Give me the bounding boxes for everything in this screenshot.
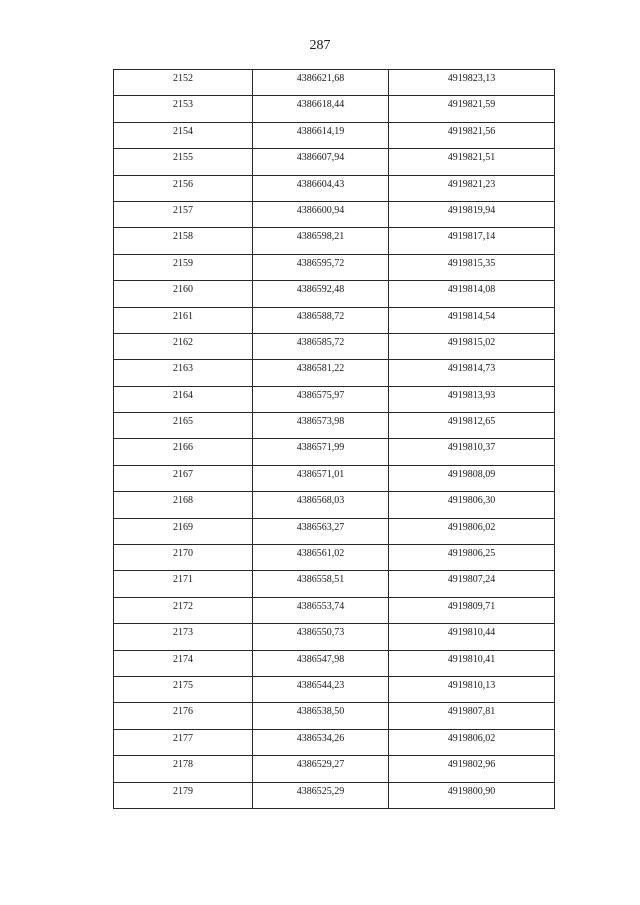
point-number-cell: 2169 bbox=[114, 518, 253, 544]
point-number-cell: 2167 bbox=[114, 465, 253, 491]
y-coordinate-cell: 4919807,24 bbox=[389, 571, 555, 597]
x-coordinate-cell: 4386558,51 bbox=[253, 571, 389, 597]
point-number-cell: 2170 bbox=[114, 545, 253, 571]
y-coordinate-cell: 4919806,30 bbox=[389, 492, 555, 518]
x-coordinate-cell: 4386592,48 bbox=[253, 281, 389, 307]
point-number-cell: 2152 bbox=[114, 70, 253, 96]
x-coordinate-cell: 4386600,94 bbox=[253, 201, 389, 227]
y-coordinate-cell: 4919815,35 bbox=[389, 254, 555, 280]
point-number-cell: 2161 bbox=[114, 307, 253, 333]
point-number-cell: 2177 bbox=[114, 729, 253, 755]
table-row bbox=[114, 571, 555, 597]
point-number-cell: 2164 bbox=[114, 386, 253, 412]
table-row bbox=[114, 729, 555, 755]
point-number-cell: 2160 bbox=[114, 281, 253, 307]
coordinates-table-body bbox=[114, 70, 555, 809]
table-row bbox=[114, 201, 555, 227]
point-number-cell: 2179 bbox=[114, 782, 253, 808]
table-row bbox=[114, 96, 555, 122]
point-number-cell: 2171 bbox=[114, 571, 253, 597]
y-coordinate-cell: 4919808,09 bbox=[389, 465, 555, 491]
x-coordinate-cell: 4386571,01 bbox=[253, 465, 389, 491]
table-row bbox=[114, 307, 555, 333]
y-coordinate-cell: 4919819,94 bbox=[389, 201, 555, 227]
table-row bbox=[114, 703, 555, 729]
table-row bbox=[114, 492, 555, 518]
y-coordinate-cell: 4919810,13 bbox=[389, 676, 555, 702]
point-number-cell: 2175 bbox=[114, 676, 253, 702]
x-coordinate-cell: 4386607,94 bbox=[253, 149, 389, 175]
table-row bbox=[114, 624, 555, 650]
table-row bbox=[114, 545, 555, 571]
table-row bbox=[114, 70, 555, 96]
y-coordinate-cell: 4919800,90 bbox=[389, 782, 555, 808]
x-coordinate-cell: 4386595,72 bbox=[253, 254, 389, 280]
x-coordinate-cell: 4386563,27 bbox=[253, 518, 389, 544]
point-number-cell: 2178 bbox=[114, 756, 253, 782]
point-number-cell: 2156 bbox=[114, 175, 253, 201]
y-coordinate-cell: 4919806,02 bbox=[389, 729, 555, 755]
table-row bbox=[114, 175, 555, 201]
x-coordinate-cell: 4386534,26 bbox=[253, 729, 389, 755]
table-row bbox=[114, 386, 555, 412]
y-coordinate-cell: 4919802,96 bbox=[389, 756, 555, 782]
y-coordinate-cell: 4919814,54 bbox=[389, 307, 555, 333]
table-row bbox=[114, 650, 555, 676]
y-coordinate-cell: 4919821,51 bbox=[389, 149, 555, 175]
table-row bbox=[114, 122, 555, 148]
y-coordinate-cell: 4919821,59 bbox=[389, 96, 555, 122]
x-coordinate-cell: 4386618,44 bbox=[253, 96, 389, 122]
table-row bbox=[114, 254, 555, 280]
x-coordinate-cell: 4386571,99 bbox=[253, 439, 389, 465]
x-coordinate-cell: 4386538,50 bbox=[253, 703, 389, 729]
table-row bbox=[114, 281, 555, 307]
table-row bbox=[114, 149, 555, 175]
table-row bbox=[114, 413, 555, 439]
x-coordinate-cell: 4386604,43 bbox=[253, 175, 389, 201]
table-row bbox=[114, 333, 555, 359]
x-coordinate-cell: 4386525,29 bbox=[253, 782, 389, 808]
y-coordinate-cell: 4919806,02 bbox=[389, 518, 555, 544]
point-number-cell: 2155 bbox=[114, 149, 253, 175]
table-row bbox=[114, 439, 555, 465]
table-row bbox=[114, 676, 555, 702]
x-coordinate-cell: 4386573,98 bbox=[253, 413, 389, 439]
y-coordinate-cell: 4919814,08 bbox=[389, 281, 555, 307]
table-row bbox=[114, 465, 555, 491]
x-coordinate-cell: 4386581,22 bbox=[253, 360, 389, 386]
x-coordinate-cell: 4386547,98 bbox=[253, 650, 389, 676]
y-coordinate-cell: 4919807,81 bbox=[389, 703, 555, 729]
point-number-cell: 2174 bbox=[114, 650, 253, 676]
y-coordinate-cell: 4919814,73 bbox=[389, 360, 555, 386]
point-number-cell: 2157 bbox=[114, 201, 253, 227]
y-coordinate-cell: 4919810,41 bbox=[389, 650, 555, 676]
y-coordinate-cell: 4919809,71 bbox=[389, 597, 555, 623]
x-coordinate-cell: 4386588,72 bbox=[253, 307, 389, 333]
y-coordinate-cell: 4919806,25 bbox=[389, 545, 555, 571]
point-number-cell: 2168 bbox=[114, 492, 253, 518]
point-number-cell: 2166 bbox=[114, 439, 253, 465]
point-number-cell: 2158 bbox=[114, 228, 253, 254]
page-number: 287 bbox=[309, 38, 331, 53]
y-coordinate-cell: 4919821,23 bbox=[389, 175, 555, 201]
x-coordinate-cell: 4386568,03 bbox=[253, 492, 389, 518]
point-number-cell: 2165 bbox=[114, 413, 253, 439]
y-coordinate-cell: 4919815,02 bbox=[389, 333, 555, 359]
table-row bbox=[114, 597, 555, 623]
y-coordinate-cell: 4919812,65 bbox=[389, 413, 555, 439]
x-coordinate-cell: 4386550,73 bbox=[253, 624, 389, 650]
point-number-cell: 2176 bbox=[114, 703, 253, 729]
point-number-cell: 2173 bbox=[114, 624, 253, 650]
y-coordinate-cell: 4919810,44 bbox=[389, 624, 555, 650]
table-row bbox=[114, 782, 555, 808]
point-number-cell: 2163 bbox=[114, 360, 253, 386]
point-number-cell: 2159 bbox=[114, 254, 253, 280]
x-coordinate-cell: 4386575,97 bbox=[253, 386, 389, 412]
point-number-cell: 2154 bbox=[114, 122, 253, 148]
x-coordinate-cell: 4386529,27 bbox=[253, 756, 389, 782]
x-coordinate-cell: 4386585,72 bbox=[253, 333, 389, 359]
y-coordinate-cell: 4919821,56 bbox=[389, 122, 555, 148]
x-coordinate-cell: 4386598,21 bbox=[253, 228, 389, 254]
point-number-cell: 2153 bbox=[114, 96, 253, 122]
x-coordinate-cell: 4386544,23 bbox=[253, 676, 389, 702]
coordinates-table bbox=[113, 69, 555, 809]
x-coordinate-cell: 4386553,74 bbox=[253, 597, 389, 623]
table-row bbox=[114, 360, 555, 386]
point-number-cell: 2162 bbox=[114, 333, 253, 359]
table-row bbox=[114, 756, 555, 782]
x-coordinate-cell: 4386614,19 bbox=[253, 122, 389, 148]
x-coordinate-cell: 4386561,02 bbox=[253, 545, 389, 571]
y-coordinate-cell: 4919817,14 bbox=[389, 228, 555, 254]
table-row bbox=[114, 518, 555, 544]
table-row bbox=[114, 228, 555, 254]
y-coordinate-cell: 4919813,93 bbox=[389, 386, 555, 412]
y-coordinate-cell: 4919810,37 bbox=[389, 439, 555, 465]
y-coordinate-cell: 4919823,13 bbox=[389, 70, 555, 96]
point-number-cell: 2172 bbox=[114, 597, 253, 623]
x-coordinate-cell: 4386621,68 bbox=[253, 70, 389, 96]
